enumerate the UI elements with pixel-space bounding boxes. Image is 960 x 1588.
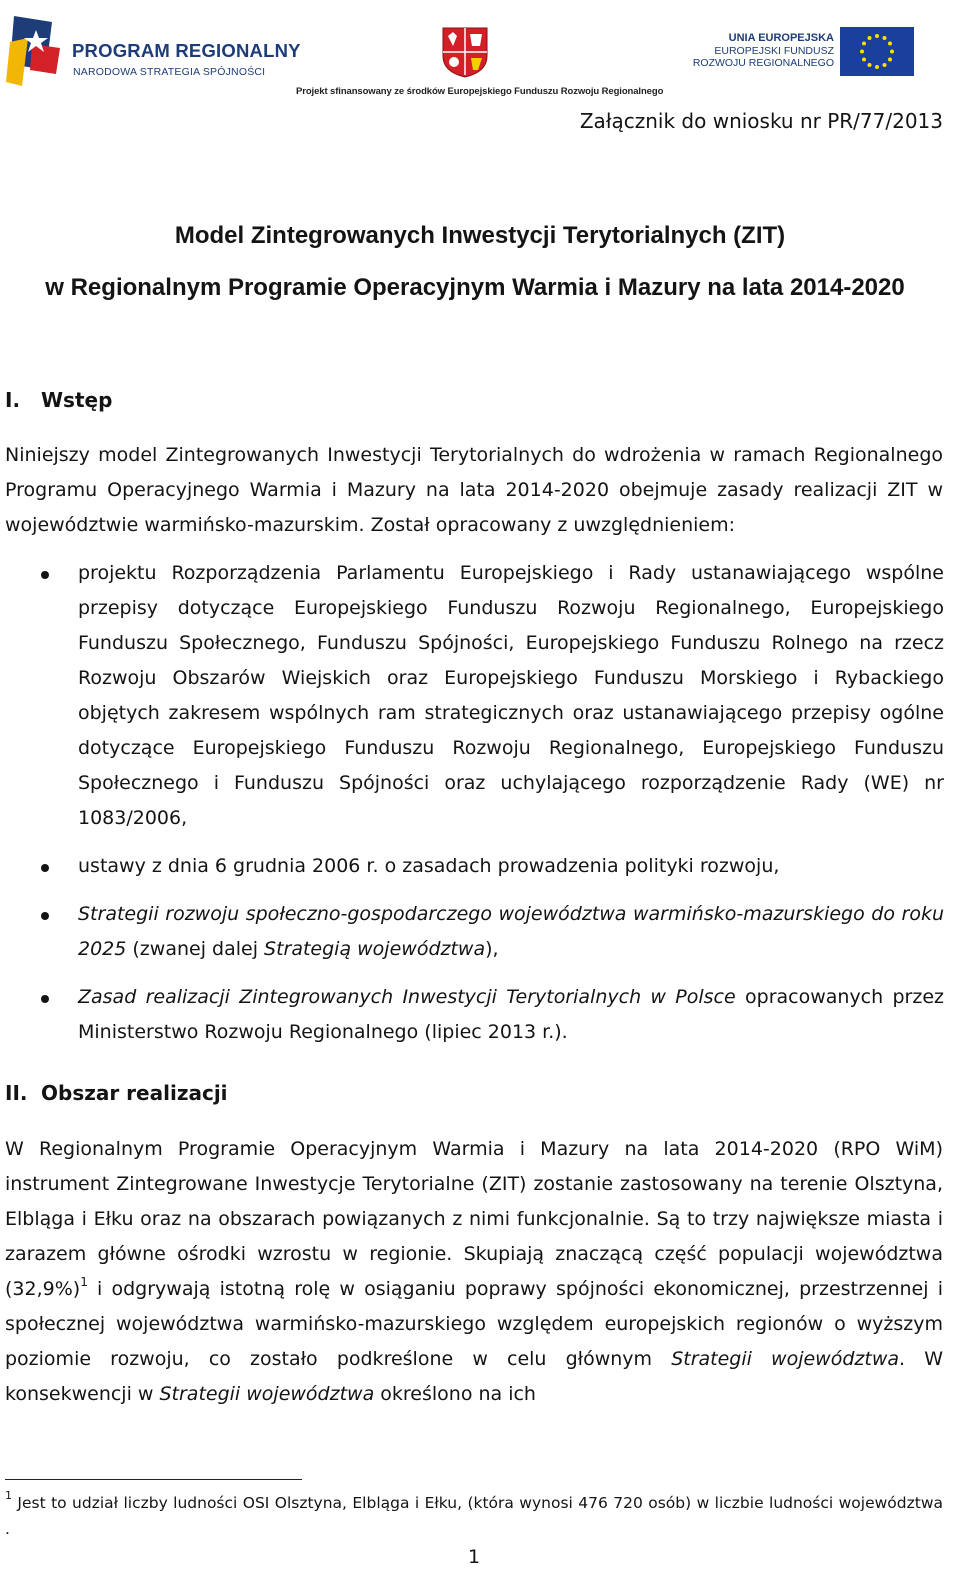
bullet-icon [41,571,49,579]
list-item [0,556,944,836]
strategy-short-italic: Strategią województwa [264,938,486,960]
bullet-icon [41,912,49,920]
document-title-line2: w Regionalnym Programie Operacyjnym Warmia i Mazury na lata 2014-2020 [45,274,905,301]
bullet-icon [41,864,49,872]
page-header [0,0,960,110]
section-number: I. [5,388,21,412]
eu-flag-icon [840,27,914,76]
page-number: 1 [467,1546,481,1568]
section-heading-area [5,1081,228,1105]
attachment-label: Załącznik do wniosku nr PR/77/2013 [579,109,943,133]
strategy-italic: Strategii województwa [159,1383,375,1405]
area-paragraph [5,1132,943,1412]
strategy-title-italic: Strategii rozwoju społeczno-gospodarczego województwa warmińsko-mazurskiego do roku 2025 [78,903,944,960]
eu-label-line2: EUROPEJSKI FUNDUSZ [714,45,834,57]
basis-list [0,556,944,1063]
eu-label-line1: UNIA EUROPEJSKA [728,32,834,44]
list-item [0,897,944,967]
funding-note: Projekt sfinansowany ze środków Europejskiego Funduszu Rozwoju Regionalnego [296,86,664,97]
list-item [0,980,944,1050]
list-item [0,849,944,884]
strategy-italic: Strategii województwa [671,1348,900,1370]
program-title: PROGRAM REGIONALNY [72,40,301,61]
footnote-text: Jest to udział liczby ludności OSI Olsztyna, Elbląga i Ełku, (która wynosi 476 720 osób) w liczbie ludności województwa . [5,1494,943,1538]
footnote [5,1490,943,1542]
document-title-line1: Model Zintegrowanych Inwestycji Terytorialnych (ZIT) [174,222,786,249]
section-number: II. [5,1081,28,1105]
list-item-text: ustawy z dnia 6 grudnia 2006 r. o zasadach prowadzenia polityki rozwoju, [78,855,780,877]
paragraph-text: i odgrywają istotną rolę w osiąganiu poprawy spójności ekonomicznej, przestrzennej i społecznej województwa warmińsko-mazurskiego względem europejskich regionów o wyższym poziomie rozwoju, co zostało podkreślone w celu głównym [5,1278,943,1370]
paragraph-text: określono na ich [374,1383,536,1405]
program-regionalny-logo-icon [6,12,66,90]
program-regionalny-logo [6,12,306,92]
warmia-mazury-crest-icon [440,26,490,78]
list-item-text: projektu Rozporządzenia Parlamentu Europejskiego i Rady ustanawiającego wspólne przepisy dotyczące Europejskiego Funduszu Rozwoju Regionalnego, Europejskiego Funduszu Społecznego, Funduszu Spójności, Europejskiego Funduszu Rolnego na rzecz Rozwoju Obszarów Wiejskich oraz Europejskiego Funduszu Morskiego i Rybackiego objętych zakresem wspólnych ram strategicznych oraz ustanawiającego przepisy ogólne dotyczące Europejskiego Funduszu Rozwoju Regionalnego, Europejskiego Funduszu Społecznego i Funduszu Spójności oraz uchylającego rozporządzenie Rady (WE) nr 1083/2006, [78,562,944,829]
list-item-text: opracowanych przez Ministerstwo Rozwoju Regionalnego (lipiec 2013 r.). [78,986,944,1043]
section-heading-intro [5,388,112,412]
list-item-text: ), [485,938,499,960]
eu-label-line3: ROZWOJU REGIONALNEGO [692,57,834,69]
footnote-reference[interactable]: 1 [80,1274,88,1289]
bullet-icon [41,995,49,1003]
section-title: Wstęp [41,388,113,412]
paragraph-text: . W konsekwencji w [5,1348,944,1405]
eu-fund-label [693,32,834,69]
paragraph-text: W Regionalnym Programie Operacyjnym Warmia i Mazury na lata 2014-2020 (RPO WiM) instrument Zintegrowane Inwestycje Terytorialne (ZIT) zostanie zastosowany na terenie Olsztyna, Elbląga i Ełku oraz na obszarach powiązanych z nimi funkcjonalnie. Są to trzy największe miasta i zarazem główne ośrodki wzrostu w regionie. Skupiają znaczącą część populacji województwa (32,9%) [5,1138,943,1300]
section-title: Obszar realizacji [41,1081,228,1105]
zit-rules-italic: Zasad realizacji Zintegrowanych Inwestycji Terytorialnych w Polsce [78,986,736,1008]
footnote-separator [5,1479,302,1480]
list-item-text: (zwanej dalej [126,938,265,960]
footnote-number: 1 [5,1488,12,1502]
program-subtitle: NARODOWA STRATEGIA SPÓJNOŚCI [73,66,266,78]
intro-paragraph: Niniejszy model Zintegrowanych Inwestycji Terytorialnych do wdrożenia w ramach Regionalnego Programu Operacyjnego Warmia i Mazury na lata 2014-2020 obejmuje zasady realizacji ZIT w województwie warmińsko-mazurskim. Został opracowany z uwzględnieniem: [5,444,943,536]
